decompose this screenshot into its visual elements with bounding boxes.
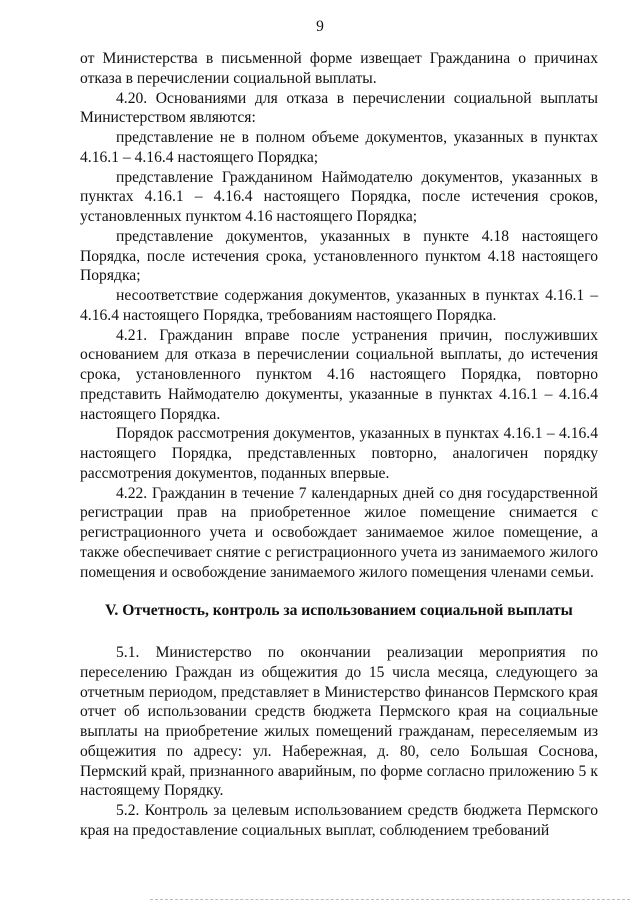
document-body <box>80 49 598 841</box>
paragraph-late-submission: представление Гражданином Наймодателю документов, указанных в пунктах 4.16.1 – 4.16.4 настоящего Порядка, после истечения сроков, установленных пунктом 4.16 настоящего Порядка; <box>80 168 598 225</box>
page-number: 9 <box>316 18 324 35</box>
paragraph-5-2: 5.2. Контроль за целевым использованием средств бюджета Пермского края на предоставление социальных выплат, соблюдением требований <box>80 802 598 839</box>
paragraph-late-4-18: представление документов, указанных в пункте 4.18 настоящего Порядка, после истечения срока, установленного пунктом 4.18 настоящего Порядка; <box>80 227 598 285</box>
paragraph-incomplete-documents: представление не в полном объеме документов, указанных в пунктах 4.16.1 – 4.16.4 настоящего Порядка; <box>80 129 598 166</box>
paragraph-mismatch: несоответствие содержания документов, указанных в пунктах 4.16.1 – 4.16.4 настоящего Порядка, требованиям настоящего Порядка. <box>80 287 598 324</box>
paragraph-4-21: 4.21. Гражданин вправе после устранения причин, послуживших основанием для отказа в перечислении социальной выплаты, до истечения срока, установленного пунктом 4.16 настоящего Порядка, повторно представить Наймодателю документы, указанные в пунктах 4.16.1 – 4.16.4 настоящего Порядка. <box>80 326 598 423</box>
paragraph-5-1: 5.1. Министерство по окончании реализации мероприятия по переселению Граждан из общежития до 15 числа месяца, следующего за отчетным периодом, представляет в Министерство финансов Пермского края отчет об использовании средств бюджета Пермского края на социальные выплаты на приобретение жилых помещений гражданам, переселяемым из общежития по адресу: ул. Набережная, д. 80, село Большая Соснова, Пермский край, признанного аварийным, по форме согласно приложению 5 к настоящему Порядку. <box>80 644 598 800</box>
paragraph-review-procedure: Порядок рассмотрения документов, указанных в пунктах 4.16.1 – 4.16.4 настоящего Порядка, представленных повторно, аналогичен порядку рассмотрения документов, поданных впервые. <box>80 425 598 482</box>
paragraph-4-20: 4.20. Основаниями для отказа в перечислении социальной выплаты Министерством являются: <box>80 89 598 127</box>
page-bottom-rule <box>150 899 630 900</box>
paragraph-4-22: 4.22. Гражданин в течение 7 календарных дней со дня государственной регистрации прав на приобретенное жилое помещение снимается с регистрационного учета и освобождает занимаемое жилое помещение, а также обеспечивает снятие с регистрационного учета из занимаемого жилого помещения и освобождение занимаемого жилого помещения членами семьи. <box>80 484 598 581</box>
section-heading: V. Отчетность, контроль за использованием социальной выплаты <box>105 602 573 620</box>
paragraph-refusal-notice: от Министерства в письменной форме извещает Гражданина о причинах отказа в перечислении социальной выплаты. <box>80 50 598 87</box>
